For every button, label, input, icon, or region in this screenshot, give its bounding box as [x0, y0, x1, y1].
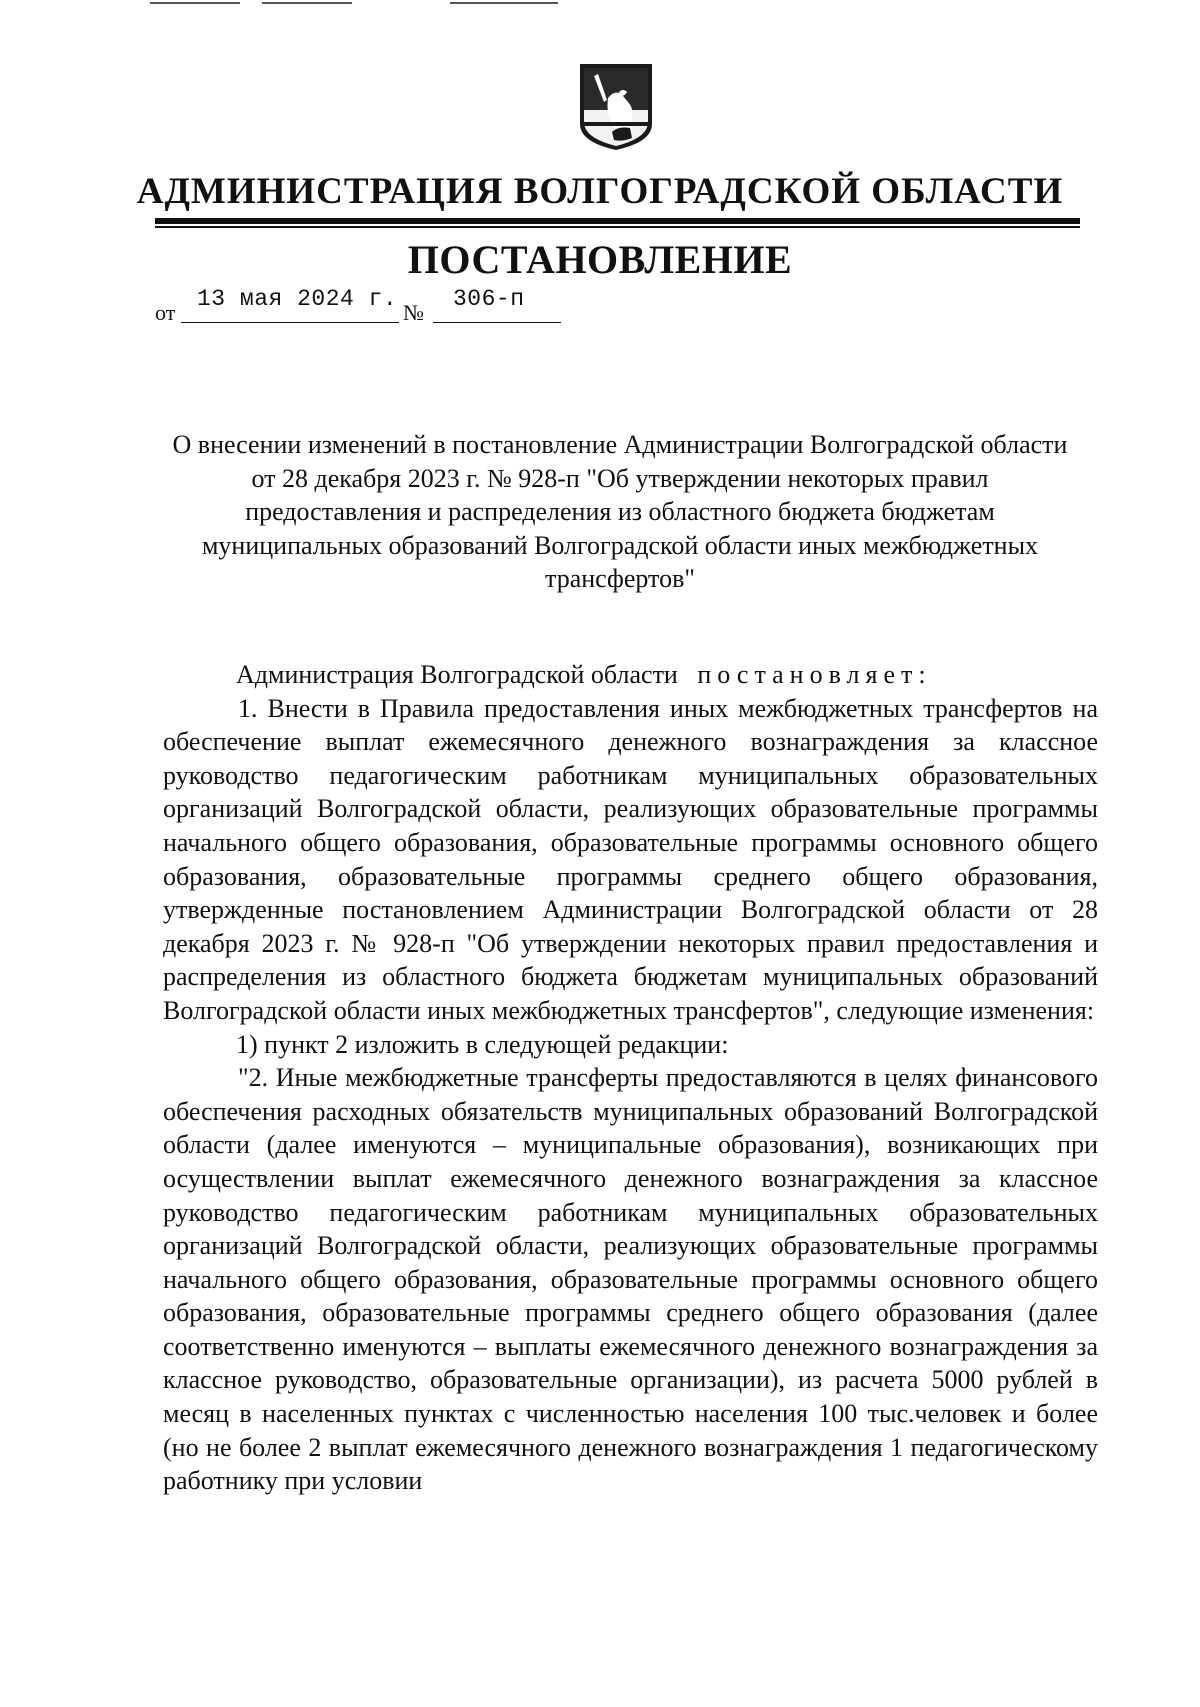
document-type-title: ПОСТАНОВЛЕНИЕ — [407, 237, 793, 282]
number-label: № — [403, 300, 424, 325]
scan-artifact-lines — [0, 0, 1200, 6]
document-body — [163, 658, 1098, 1498]
header-rule-thick — [155, 218, 1080, 224]
subitem-1-paragraph: 1) пункт 2 изложить в следующей редакции: — [236, 1029, 729, 1059]
document-date-number-row — [155, 286, 615, 326]
organization-title: АДМИНИСТРАЦИЯ ВОЛГОГРАДСКОЙ ОБЛАСТИ — [136, 171, 1064, 212]
date-underline — [181, 322, 399, 323]
volgograd-coat-of-arms-icon — [576, 62, 656, 152]
document-date: 13 мая 2024 г. — [197, 286, 398, 312]
preamble-paragraph — [163, 658, 1098, 692]
document-subject: О внесении изменений в постановление Администрации Волгоградской области от 28 декабря 2023 г. № 928-п "Об утверждении некоторых правил предоставления и распределения из областного бюджета бюджетам муниципальных образований Волгоградской области иных межбюджетных трансфертов" — [172, 430, 1068, 593]
number-underline — [433, 322, 561, 323]
preamble-verb: постановляет: — [697, 660, 932, 689]
item-2-paragraph: "2. Иные межбюджетные трансферты предоставляются в целях финансового обеспечения расходных обязательств муниципальных образований Волгоградской области (далее именуются – муниципальные образования), возникающих при осуществлении выплат ежемесячного денежного вознаграждения за классное руководство педагогическим работникам муниципальных образовательных организаций Волгоградской области, реализующих образовательные программы начального общего образования, образовательные программы основного общего образования, образовательные программы среднего общего образования (далее соответственно именуются – выплаты ежемесячного денежного вознаграждения за классное руководство, образовательные организации), из расчета 5000 рублей в месяц в населенных пунктах с численностью населения 100 тыс.человек и более (но не более 2 выплат ежемесячного денежного вознаграждения 1 педагогическому работнику при условии — [163, 1063, 1098, 1496]
header-rule-thin — [155, 226, 1080, 228]
document-number: 306-п — [453, 286, 525, 312]
item-1-paragraph: 1. Внести в Правила предоставления иных межбюджетных трансфертов на обеспечение выплат ежемесячного денежного вознаграждения за классное руководство педагогическим работникам муниципальных образовательных организаций Волгоградской области, реализующих образовательные программы начального общего образования, образовательные программы основного общего образования, образовательные программы среднего общего образования, утвержденные постановлением Администрации Волгоградской области от 28 декабря 2023 г. № 928-п "Об утверждении некоторых правил предоставления и распределения из областного бюджета бюджетам муниципальных образований Волгоградской области иных межбюджетных трансфертов", следующие изменения: — [163, 693, 1098, 1025]
preamble-text: Администрация Волгоградской области — [236, 660, 678, 689]
date-label: от — [155, 300, 176, 325]
